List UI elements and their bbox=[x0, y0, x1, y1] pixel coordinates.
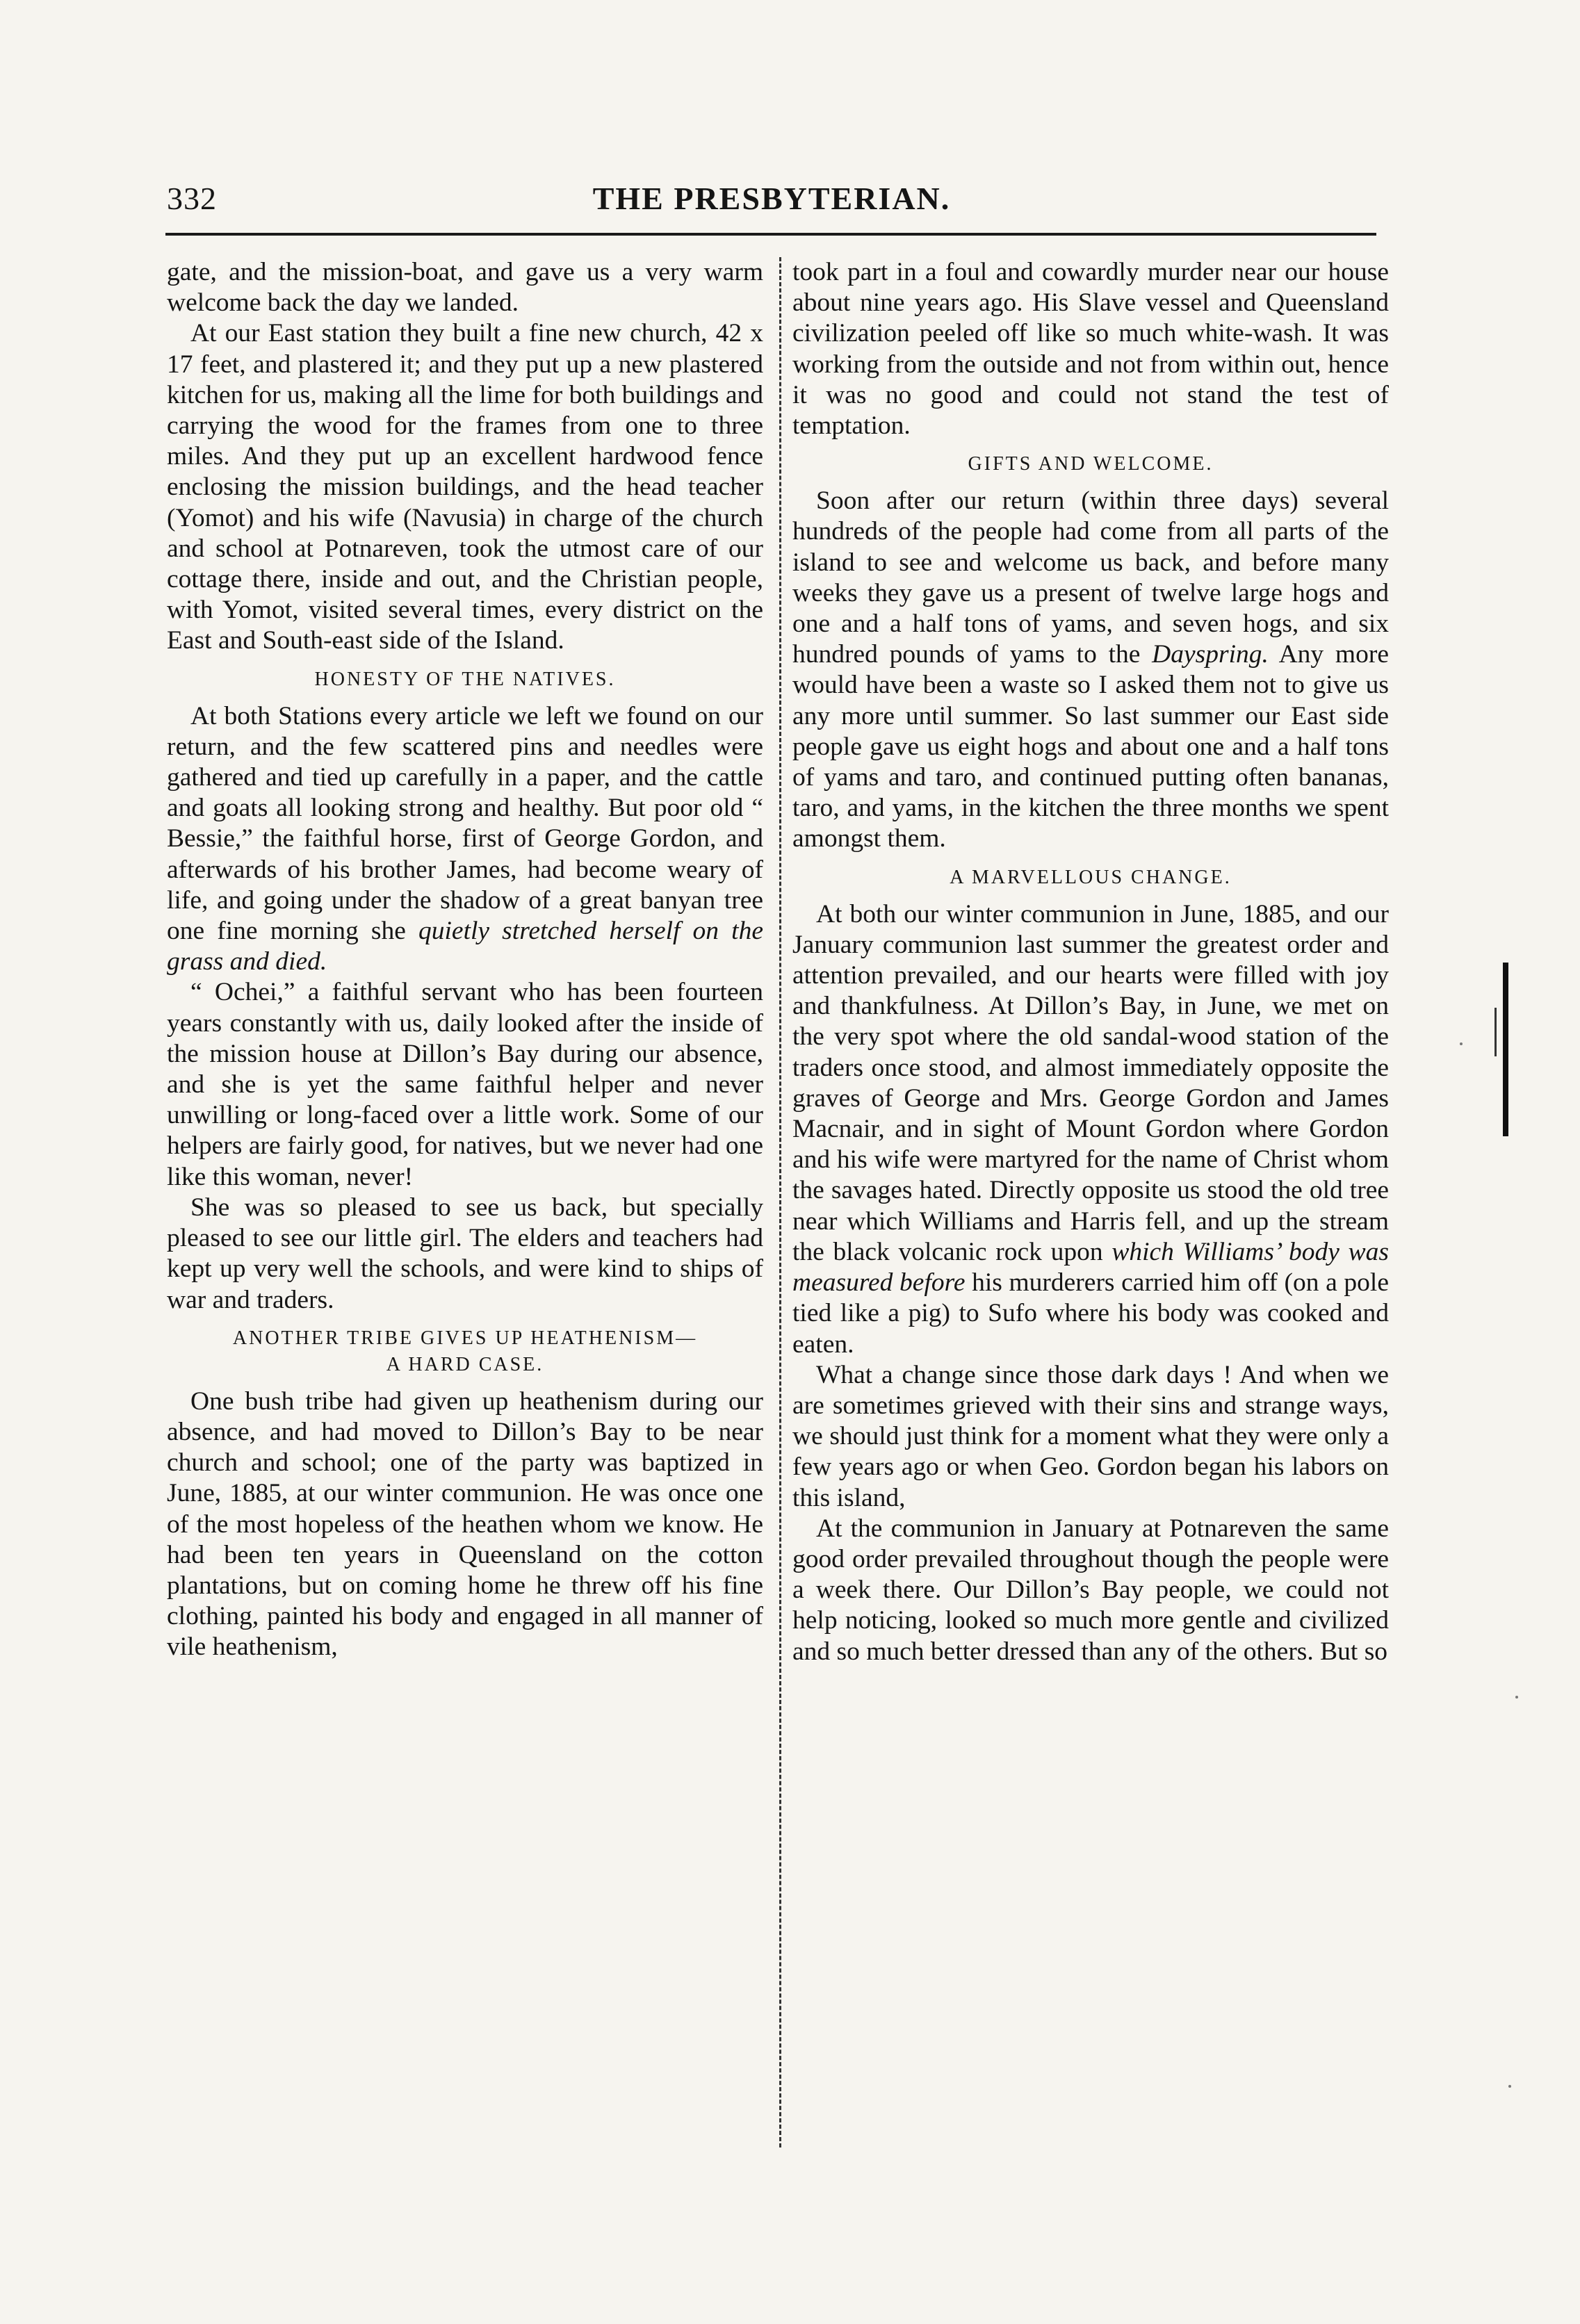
paragraph bbox=[792, 899, 1389, 1360]
section-heading-honesty: HONESTY OF THE NATIVES. bbox=[314, 668, 616, 690]
section-heading-gifts: GIFTS AND WELCOME. bbox=[968, 453, 1214, 475]
paragraph-text: Any more would have been a waste so I asked them not to give us any more until summer. So last summer our East side people gave us eight hogs and about one and a half tons of yams and taro, and continued putting often bananas, taro, and yams, in the kitchen the three months we spent amongst them. bbox=[792, 640, 1389, 853]
heading-line: ANOTHER TRIBE GIVES UP HEATHENISM— bbox=[232, 1327, 698, 1349]
section-heading-another-tribe bbox=[167, 1325, 763, 1378]
paragraph-text: At both our winter communion in June, 1885, and our January communion last summer the greatest order and attention prevailed, and our hearts were filled with joy and thankfulness. At Dillon’s Bay, in June, we met on the very spot where the old sandal-wood station of the traders once stood, and almost immediately opposite the graves of George and Mrs. George Gordon and James Macnair, and in sight of Mount Gordon where Gordon and his wife were martyred for the name of Christ whom the savages hated. Directly opposite us stood the old tree near which Williams and Harris fell, and up the stream the black volcanic rock upon bbox=[792, 899, 1389, 1266]
right-column bbox=[792, 257, 1389, 2154]
paragraph: “ Ochei,” a faithful servant who has been fourteen years constantly with us, daily looked after the inside of the mission house at Dillon’s Bay during our absence, and she is yet the same faithful helper and never unwilling or long-faced over a little work. Some of our helpers are fairly good, for natives, but we never had one like this woman, never! bbox=[167, 978, 763, 1191]
paragraph-italic-text: which Williams’ body was measured before bbox=[792, 1237, 1389, 1298]
paragraph: One bush tribe had given up heathenism during our absence, and had moved to Dillon’s Bay to be near church and school; one of the party was baptized in June, 1885, at our winter communion. He was once one of the most hopeless of the heathen whom we know. He had been ten years in Queensland on the cotton plantations, but on coming home he threw off his fine clothing, painted his body and engaged in all manner of vile heathenism, bbox=[167, 1386, 763, 1662]
paragraph bbox=[792, 486, 1389, 854]
paragraph: What a change since those dark days ! And when we are sometimes grieved with their sins and strange ways, we should just think for a moment what they were only a few years ago or when Geo. Gordon began his labors on this island, bbox=[792, 1360, 1389, 1512]
left-column bbox=[167, 257, 763, 2154]
paragraph: At our East station they built a fine new church, 42 x 17 feet, and plastered it; and they put up a new plastered kitchen for us, making all the lime for both buildings and carrying the wood for the frames from one to three miles. And they put up an excellent hardwood fence enclosing the mission buildings, and the head teacher (Yomot) and his wife (Navusia) in charge of the church and school at Potnareven, took the utmost care of our cottage there, inside and out, and the Christian people, with Yomot, visited several times, every district on the East and South-east side of the Island. bbox=[167, 319, 763, 655]
section-heading-marvellous-change: A MARVELLOUS CHANGE. bbox=[950, 866, 1232, 888]
ship-name-italic: Dayspring. bbox=[1152, 640, 1269, 669]
paragraph: took part in a foul and cowardly murder near our house about nine years ago. His Slave vessel and Queensland civilization peeled off like so much white-wash. It was working from the outside and not from within out, hence it was no good and could not stand the test of temptation. bbox=[792, 258, 1389, 441]
margin-speck bbox=[1515, 1696, 1518, 1699]
paragraph-text: Soon after our return (within three days) several hundreds of the people had come from all parts of the island to see and welcome us back, and before many weeks they gave us a present of twelve large hogs and one and a half tons of yams, and seven hogs, and six hundred pounds of yams to the bbox=[792, 486, 1389, 669]
page-header bbox=[167, 179, 1376, 228]
column-divider bbox=[779, 257, 781, 2147]
margin-ink-mark bbox=[1495, 1008, 1497, 1056]
header-rule bbox=[165, 233, 1376, 236]
paragraph: She was so pleased to see us back, but specially pleased to see our little girl. The elders and teachers had kept up very well the schools, and were kind to ships of war and traders. bbox=[167, 1193, 763, 1314]
running-title: THE PRESBYTERIAN. bbox=[592, 181, 951, 216]
margin-speck bbox=[1460, 1042, 1463, 1045]
paragraph: At the communion in January at Potnareven the same good order prevailed throughout though the people were a week there. Our Dillon’s Bay people, we could not help noticing, looked so much more gentle and civilized and so much better dressed than any of the others. But so bbox=[792, 1514, 1389, 1666]
paragraph bbox=[167, 701, 763, 978]
page-number: 332 bbox=[167, 181, 217, 216]
paragraph-italic-text: quietly stretched herself on the grass and died. bbox=[167, 917, 763, 976]
margin-ink-mark bbox=[1503, 963, 1508, 1136]
heading-subline: A HARD CASE. bbox=[386, 1353, 544, 1375]
margin-speck bbox=[1508, 2085, 1511, 2088]
paragraph-text: At both Stations every article we left we found on our return, and the few scattered pins and needles were gathered and tied up carefully in a paper, and the cattle and goats all looking strong and healthy. But poor old “ Bessie,” the faithful horse, first of George Gordon, and afterwards of his brother James, had become weary of life, and going under the shadow of a great banyan tree one fine morning she bbox=[167, 701, 763, 946]
paragraph: gate, and the mission-boat, and gave us a very warm welcome back the day we landed. bbox=[167, 258, 763, 318]
paragraph-text: his murderers carried him off (on a pole tied like a pig) to Sufo where his body was cooked and eaten. bbox=[792, 1268, 1389, 1359]
